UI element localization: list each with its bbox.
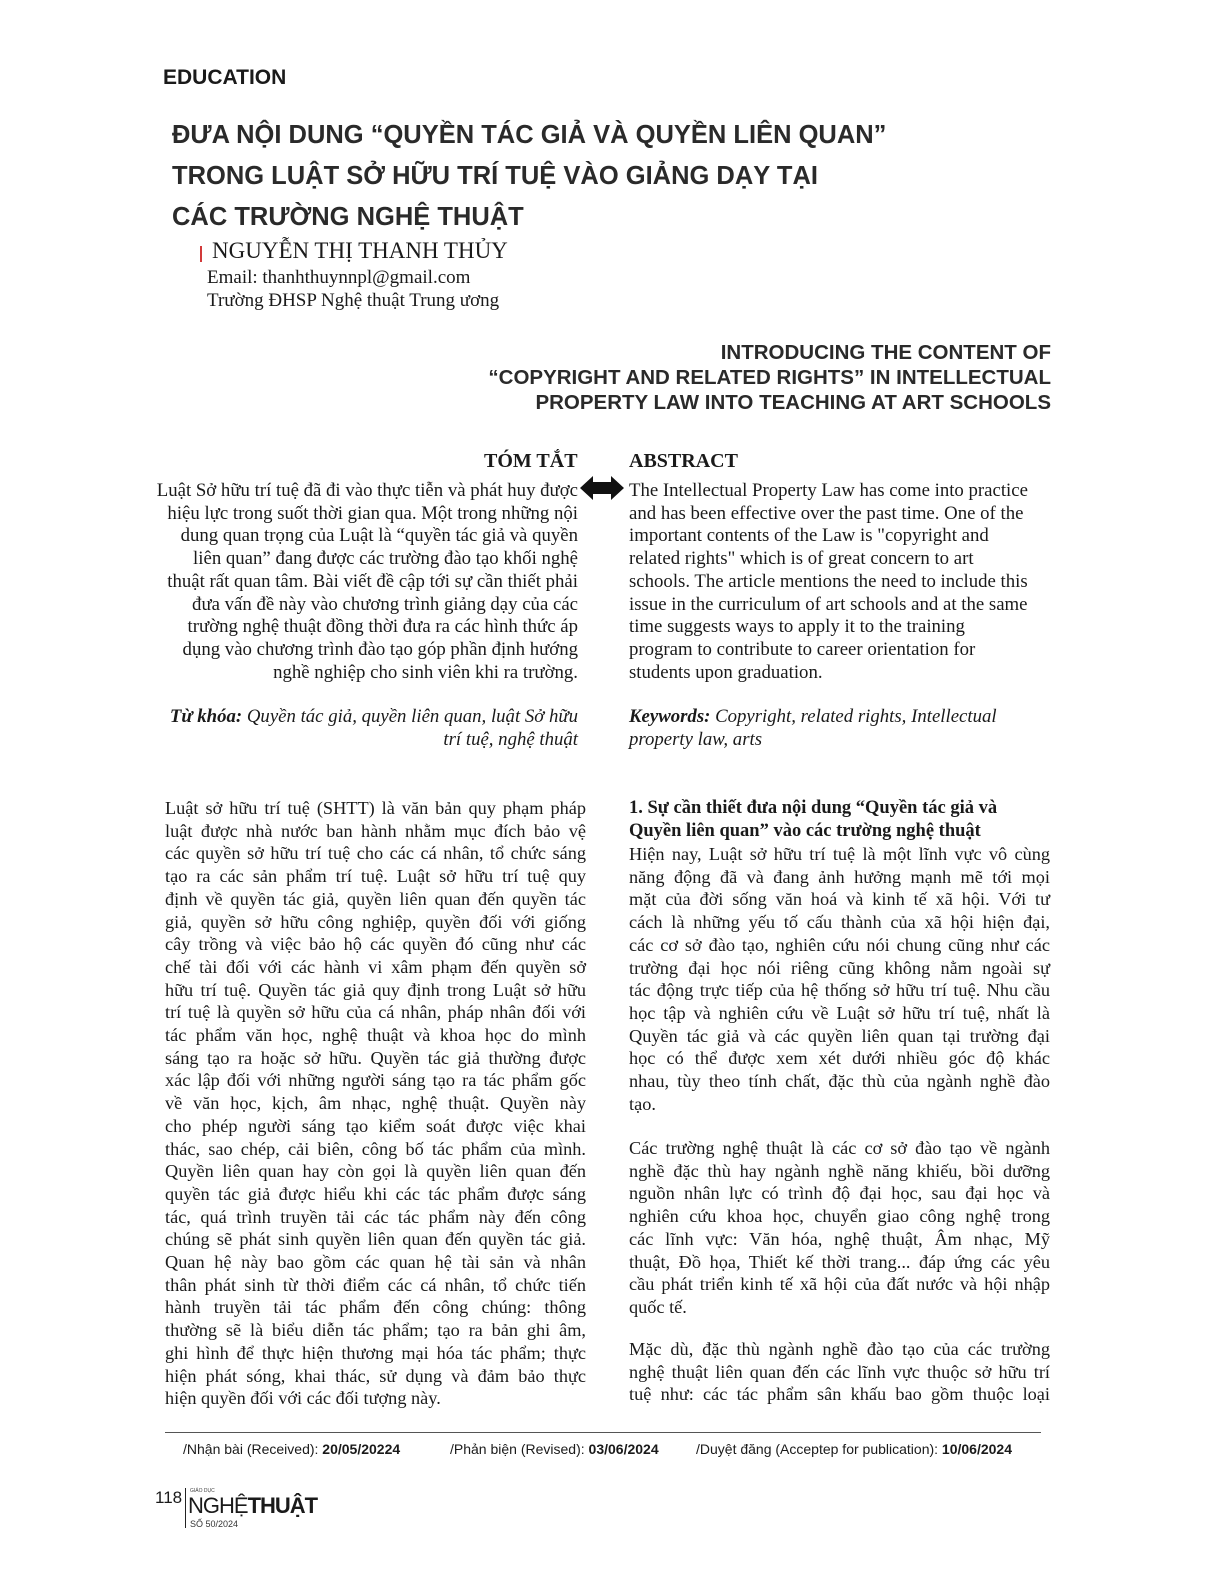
abstract-vn-line: nghề nghiệp cho sinh viên khi ra trường. — [273, 661, 578, 683]
abstract-en-line: program to contribute to career orientation for — [629, 638, 976, 660]
keywords-vn-line: trí tuệ, nghệ thuật — [443, 728, 578, 750]
abstract-vn-line: trường nghệ thuật đồng thời đưa ra các hình thức áp — [187, 616, 578, 638]
abstract-en-line: issue in the curriculum of art schools and at the same — [629, 593, 1028, 615]
body-line: trường đại học nói riêng cũng không nằm ngoài sự — [629, 957, 1050, 978]
body-line: hiện quyền đối với các đối tượng này. — [165, 1388, 441, 1409]
abstract-en-heading: ABSTRACT — [629, 450, 738, 472]
journal-logo — [188, 1493, 317, 1519]
keywords-vn-label: Từ khóa: — [169, 706, 243, 727]
abstract-vn-line: hiệu lực trong suốt thời gian qua. Một trong những nội — [167, 502, 578, 524]
body-line: trí tuệ là quyền sở hữu của cá nhân, pháp nhân đối với — [165, 1002, 586, 1023]
abstract-en-line: important contents of the Law is "copyright and — [629, 525, 989, 547]
logo-divider — [185, 1488, 186, 1528]
body-line: nghiên cứu khoa học, chuyển giao công nghệ trong — [629, 1206, 1050, 1227]
author-name: NGUYỄN THỊ THANH THỦY — [212, 238, 508, 263]
abstract-en-line: related rights" which is of great concern to art — [629, 548, 974, 570]
abstract-vn-line: đưa vấn đề này vào chương trình giảng dạy của các — [192, 593, 578, 615]
title-en-line: “COPYRIGHT AND RELATED RIGHTS” IN INTELLECTUAL — [488, 366, 1051, 389]
title-vn-line: CÁC TRƯỜNG NGHỆ THUẬT — [172, 203, 524, 231]
keywords-en-line — [629, 706, 1069, 729]
body-line: tuệ như: các tác phẩm sân khấu bao gồm thuộc loại — [629, 1384, 1050, 1405]
body-line: cách là những yếu tố cấu thành của xã hội hiện đại, — [629, 912, 1050, 933]
body-line: sáng tạo ra hoặc sở hữu. Quyền tác giả thường được — [165, 1047, 586, 1068]
keywords-en-line: property law, arts — [629, 728, 763, 750]
body-line: Mặc dù, đặc thù ngành nghề đào tạo của các trường — [629, 1339, 1050, 1359]
body-line: chế tài đối với các hành vi xâm phạm đến quyền sở — [165, 956, 586, 977]
section-tag: EDUCATION — [163, 66, 287, 89]
body-line: hữu trí tuệ. Quyền tác giả quy định trong Luật sở hữu — [165, 979, 586, 1000]
body-line: các quyền sở hữu trí tuệ cho các cá nhân, tổ chức sáng — [165, 843, 586, 864]
body-line: thường sẽ là biểu diễn tác phẩm; tạo ra bản ghi âm, — [165, 1320, 586, 1341]
title-vn-line: ĐƯA NỘI DUNG “QUYỀN TÁC GIẢ VÀ QUYỀN LIÊN QUAN” — [172, 121, 887, 149]
abstract-vn-line: dung quan trọng của Luật là “quyền tác giả và quyền — [180, 525, 578, 547]
revised-value: 03/06/2024 — [588, 1441, 659, 1457]
body-line: học tập và nghiên cứu về Luật sở hữu trí tuệ, nhất là — [629, 1002, 1050, 1023]
body-line: quyền tác giả được hiểu khi các tác phẩm được sáng — [165, 1183, 586, 1204]
body-line: cầu phát triển kinh tế xã hội của đất nước và hội nhập — [629, 1274, 1050, 1295]
body-line: Hiện nay, Luật sở hữu trí tuệ là một lĩnh vực vô cùng — [629, 844, 1050, 864]
keywords-vn-line — [113, 706, 578, 729]
accepted-label: Duyệt đăng (Acceptep for publication): — [699, 1441, 939, 1457]
body-line: tác động trực tiếp của hệ thống sở hữu trí tuệ. Nhu cầu — [629, 980, 1050, 1001]
keywords-en — [629, 706, 1069, 751]
abstract-vn-line: dụng vào chương trình đào tạo góp phần định hướng — [182, 638, 578, 660]
body-line: hiện phát sóng, khai thác, sử dụng và đảm bảo thực — [165, 1365, 586, 1386]
body-line: Quan hệ này bao gồm các quan hệ tài sản và nhân — [165, 1252, 586, 1273]
keywords-vn-text: Quyền tác giả, quyền liên quan, luật Sở hữu — [246, 706, 578, 727]
section-1-heading — [629, 797, 1050, 842]
abstract-vn-line: liên quan” đang được các trường đào tạo khối nghệ — [193, 548, 578, 570]
article-title-english — [430, 340, 1051, 415]
page-number: 118 — [155, 1488, 183, 1507]
body-line: nguồn nhân lực có trình độ đại học, sau đại học và — [629, 1183, 1050, 1204]
body-line: luật được nhà nước ban hành nhằm mục đích bảo vệ — [165, 820, 586, 841]
body-line: các lĩnh vực: Văn hóa, nghệ thuật, Âm nhạc, Mỹ — [629, 1228, 1050, 1249]
body-line: cho phép người sáng tạo kiểm soát được việc khai — [165, 1115, 586, 1136]
body-line: tạo ra các sản phẩm trí tuệ. Luật sở hữu trí tuệ quy — [165, 866, 586, 887]
title-en-line: INTRODUCING THE CONTENT OF — [720, 341, 1051, 364]
body-line: học có thể được xem xét dưới nhiều góc độ khác — [629, 1048, 1050, 1069]
abstract-en-line: students upon graduation. — [629, 661, 823, 683]
body-right-paragraph-2 — [629, 1137, 1050, 1319]
accepted-date — [696, 1441, 1012, 1457]
author-email: Email: thanhthuynnpl@gmail.com — [207, 267, 471, 288]
title-vn-line: TRONG LUẬT SỞ HỮU TRÍ TUỆ VÀO GIẢNG DẠY TẠI — [172, 162, 818, 190]
revised-label: Phản biện (Revised): — [453, 1441, 585, 1457]
journal-logo-thin: NGHỆ — [188, 1493, 248, 1518]
footer-divider — [165, 1432, 1041, 1433]
author-accent-bar — [200, 246, 202, 262]
article-title-vietnamese — [172, 115, 1072, 238]
body-line: thuật, Đồ họa, Thiết kế thời trang... đáp ứng các yêu — [629, 1251, 1050, 1272]
body-line: Quyền liên quan hay còn gọi là quyền liên quan đến — [165, 1161, 586, 1182]
body-line: mặt của đời sống văn hoá và kinh tế xã hội. Với tư — [629, 889, 1050, 910]
abstract-en-line: The Intellectual Property Law has come into practice — [629, 480, 1028, 501]
abstract-en-text — [629, 480, 1069, 684]
abstract-vn-text — [113, 480, 578, 684]
keywords-en-text: Copyright, related rights, Intellectual — [715, 706, 997, 727]
abstract-vn-line: thuật rất quan tâm. Bài viết đề cập tới sự cần thiết phải — [167, 570, 578, 592]
body-line: năng động đã và đang ảnh hưởng mạnh mẽ tới mọi — [629, 866, 1050, 887]
body-line: các cơ sở đào tạo, nghiên cứu nói chung cũng như các — [629, 934, 1050, 955]
received-date — [183, 1441, 400, 1457]
journal-logo-small-text: GIÁO DỤC — [190, 1488, 215, 1494]
body-line: tác, quá trình truyền tải các tác phẩm này đến công — [165, 1206, 586, 1227]
body-line: định về quyền tác giả, quyền liên quan đến quyền tác — [165, 888, 586, 909]
body-line: Các trường nghệ thuật là các cơ sở đào tạo về ngành — [629, 1138, 1050, 1158]
accepted-value: 10/06/2024 — [941, 1441, 1012, 1457]
body-line: quốc tế. — [629, 1296, 687, 1317]
body-line: hành truyền tải tác phẩm đến công chúng: thông — [165, 1297, 586, 1318]
section-heading-line: 1. Sự cần thiết đưa nội dung “Quyền tác giả và — [629, 798, 998, 818]
received-value: 20/05/20224 — [322, 1441, 401, 1457]
body-right-paragraph-1 — [629, 843, 1050, 1115]
abstract-vn-line: Luật Sở hữu trí tuệ đã đi vào thực tiễn và phát huy được — [156, 480, 578, 501]
body-line: tác phẩm văn học, nghệ thuật và khoa học do mình — [165, 1025, 586, 1046]
section-heading-line: Quyền liên quan” vào các trường nghệ thuật — [629, 820, 981, 841]
journal-issue: SỐ 50/2024 — [190, 1519, 239, 1529]
body-line: tạo. — [629, 1093, 656, 1114]
body-line: thác, sao chép, cải biên, công bố tác phẩm của mình. — [165, 1138, 586, 1159]
author-affiliation: Trường ĐHSP Nghệ thuật Trung ương — [207, 290, 500, 311]
slash-icon: / — [183, 1441, 187, 1457]
body-line: chúng sẽ phát sinh quyền liên quan đến quyền tác giả. — [165, 1229, 586, 1250]
body-line: cây trồng và việc bảo hộ các quyền đó cũng như các — [165, 934, 586, 955]
body-right-paragraph-3 — [629, 1338, 1050, 1406]
body-line: thân phát sinh từ thời điểm các cá nhân, tổ chức tiến — [165, 1274, 586, 1295]
body-left-column — [165, 797, 586, 1410]
body-line: nghề đặc thù hay ngành nghề năng khiếu, bồi dưỡng — [629, 1160, 1050, 1181]
abstract-en-line: schools. The article mentions the need to include this — [629, 570, 1028, 592]
slash-icon: / — [696, 1441, 700, 1457]
body-line: nhau, tùy theo tính chất, đặc thù của ngành nghề đào — [629, 1071, 1050, 1092]
received-label: Nhận bài (Received): — [186, 1441, 319, 1457]
body-line: xác lập đối với những người sáng tạo ra tác phẩm gốc — [165, 1070, 586, 1091]
body-line: giả, quyền sở hữu công nghiệp, quyền đối với giống — [165, 911, 586, 932]
body-line: ghi hình để thực hiện thương mại hóa tác phẩm; thực — [165, 1342, 586, 1363]
abstract-en-line: and has been effective over the past time. One of the — [629, 502, 1024, 524]
body-line: về văn học, kịch, âm nhạc, nghệ thuật. Quyền này — [165, 1093, 586, 1114]
keywords-vn — [113, 706, 578, 751]
body-line: nghệ thuật liên quan đến các lĩnh vực thuộc sở hữu trí — [629, 1361, 1050, 1382]
abstract-vn-heading: TÓM TẮT — [484, 450, 578, 472]
abstract-en-line: time suggests ways to apply it to the training — [629, 616, 965, 638]
journal-logo-bold: THUẬT — [247, 1493, 318, 1518]
keywords-en-label: Keywords: — [629, 706, 711, 727]
revised-date — [450, 1441, 659, 1457]
double-arrow-icon — [580, 475, 624, 501]
title-en-line: PROPERTY LAW INTO TEACHING AT ART SCHOOLS — [535, 391, 1051, 414]
body-line: Luật sở hữu trí tuệ (SHTT) là văn bản quy phạm pháp — [165, 798, 586, 818]
slash-icon: / — [450, 1441, 454, 1457]
body-line: Quyền tác giả và các quyền liên quan tại trường đại — [629, 1025, 1050, 1046]
